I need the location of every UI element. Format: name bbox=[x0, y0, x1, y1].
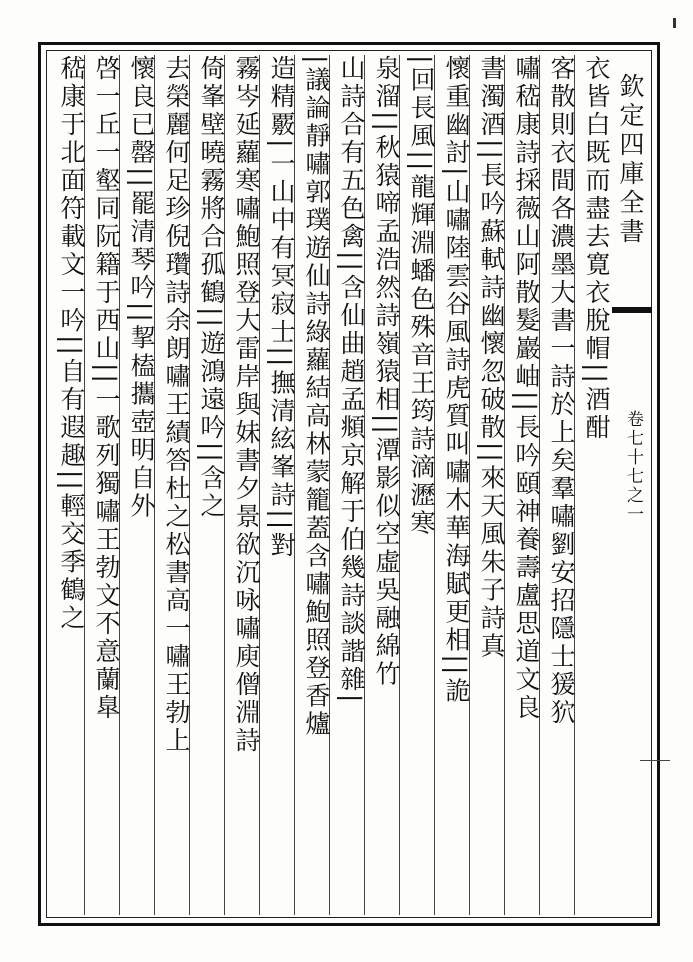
volume-label: 卷七十七之一 bbox=[623, 410, 643, 524]
text-column: |議論靜嘯郭璞遊仙詩綠蘿結高林蒙籠蓋含嘯鮑照登香爐 bbox=[302, 55, 331, 739]
page-margin-strip bbox=[612, 55, 652, 915]
text-column: 去榮麗何足珍倪瓚詩余朗嘯王績答杜之松書高一嘯王勃上 bbox=[162, 55, 191, 755]
text-column: |回長風||龍輝淵蟠色殊音王筠詩滴瀝寒 bbox=[407, 55, 436, 538]
text-column: 泉溜||秋猿啼孟浩然詩嶺猿相||潭影似空虛吳融綿竹 bbox=[372, 55, 401, 689]
text-body bbox=[52, 55, 612, 915]
fish-tail-mark bbox=[612, 307, 652, 313]
text-column: 霧岑延蘿寒嘯鮑照登大雷岸與妹書夕景欲沉咏嘯庾僧淵詩 bbox=[232, 55, 261, 755]
text-column: 嵇康于北面符載文一吟||自有遐趣||輕交季鶴之 bbox=[57, 55, 86, 633]
edge-mark bbox=[673, 18, 676, 28]
text-column: 書濁酒||長吟蘇軾詩幽懷忽破散||來天風朱子詩真 bbox=[477, 55, 506, 661]
text-column: 懷重幽討|山嘯陸雲谷風詩虎質叫嘯木華海賦更相||詭 bbox=[442, 55, 471, 706]
book-title: 欽定四庫全書 bbox=[616, 73, 645, 247]
text-column: 倚峯壁曉霧將合孤鶴||遊鴻遠吟||含之 bbox=[197, 55, 226, 521]
text-column: 嘯嵇康詩採薇山阿散髮巖岫||長吟頤神養壽盧思道文良 bbox=[512, 55, 541, 722]
text-column: 造精覈|一山中有冥寂士||撫清絃峯詩||對 bbox=[267, 55, 296, 561]
text-column: 山詩合有五色禽||含仙曲趙孟頫京解于伯幾詩談諧雜| bbox=[337, 55, 366, 706]
text-column: 衣皆白既而盡去寛衣脫帽||酒酣 bbox=[582, 55, 611, 442]
margin-tick bbox=[640, 760, 670, 761]
text-column: 啓一丘一壑同阮籍于西山||一歌列獨嘯王勃文不意蘭臯 bbox=[92, 55, 121, 722]
text-column: 客散則衣間各濃墨大書一詩於上矣羣嘯劉安招隱士猨狖 bbox=[547, 55, 576, 727]
text-column: 懷良已罄||罷清琴吟||挈榼攜壺明自外 bbox=[127, 55, 156, 521]
